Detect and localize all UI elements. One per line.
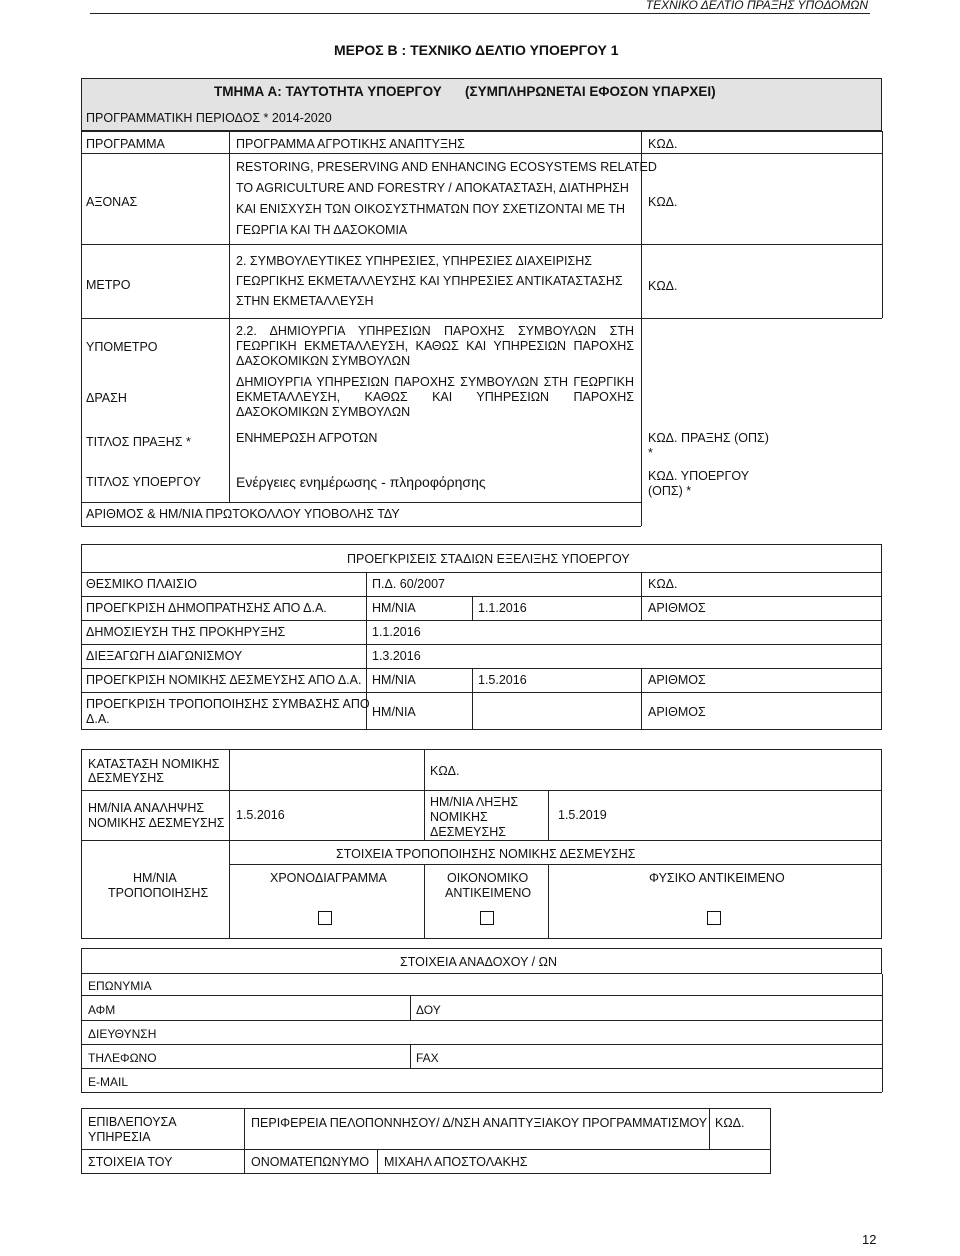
- rule: [410, 1044, 411, 1068]
- schedule-checkbox[interactable]: [318, 911, 332, 925]
- legal-framework-label: ΘΕΣΜΙΚΟ ΠΛΑΙΣΙΟ: [86, 577, 197, 591]
- amendment-approval-label: ΠΡΟΕΓΚΡΙΣΗ ΤΡΟΠΟΠΟΙΗΣΗΣ ΣΥΜΒΑΣΗΣ ΑΠΟ: [86, 697, 370, 711]
- tax-office-label: ΔΟΥ: [416, 1003, 441, 1017]
- commitment-approval-date-label: ΗΜ/ΝΙΑ: [372, 673, 416, 687]
- rule: [81, 526, 641, 527]
- fax-label: FAX: [416, 1051, 439, 1065]
- axis-value-line: ΚΑΙ ΕΝΙΣΧΥΣΗ ΤΩΝ ΟΙΚΟΣΥΣΤΗΜΑΤΩΝ ΠΟΥ ΣΧΕΤΙΖΟΝΤΑΙ ΜΕ ΤΗ: [236, 202, 625, 216]
- email-label: E-MAIL: [88, 1075, 129, 1089]
- rule: [472, 668, 473, 730]
- protocol-label: ΑΡΙΘΜΟΣ & ΗΜ/ΝΙΑ ΠΡΩΤΟΚΟΛΛΟΥ ΥΠΟΒΟΛΗΣ ΤΔΥ: [86, 507, 400, 521]
- contractor-title: ΣΤΟΙΧΕΙΑ ΑΝΑΔΟΧΟΥ / ΩΝ: [400, 955, 557, 969]
- subproject-title-value: Ενέργειες ενημέρωσης - πληροφόρησης: [236, 474, 486, 490]
- operation-code: ΚΩΔ. ΠΡΑΞΗΣ (ΟΠΣ) *: [648, 431, 769, 460]
- start-date-label: ΗΜ/ΝΙΑ ΑΝΑΛΗΨΗΣ: [88, 801, 205, 815]
- axis-value-line: TO AGRICULTURE AND FORESTRY / ΑΠΟΚΑΤΑΣΤΑΣΗ, ΔΙΑΤΗΡΗΣΗ: [236, 181, 629, 195]
- axis-label: ΑΞΟΝΑΣ: [86, 195, 138, 209]
- legal-status-label: ΚΑΤΑΣΤΑΣΗ ΝΟΜΙΚΗΣ: [88, 757, 220, 771]
- rule: [81, 790, 882, 791]
- end-date-value: 1.5.2019: [558, 808, 607, 822]
- rule: [81, 1044, 882, 1045]
- amendment-date-label: ΗΜ/ΝΙΑ: [133, 871, 177, 885]
- running-header: ΤΕΧΝΙΚΟ ΔΕΛΤΙΟ ΠΡΑΞΗΣ ΥΠΟΔΟΜΩΝ: [645, 0, 868, 12]
- rule: [709, 1108, 710, 1149]
- start-date-label: ΝΟΜΙΚΗΣ ΔΕΣΜΕΥΣΗΣ: [88, 816, 225, 830]
- rule: [81, 596, 882, 597]
- rule: [424, 749, 425, 840]
- end-date-label: ΗΜ/ΝΙΑ ΛΗΞΗΣ: [430, 795, 519, 809]
- commitment-approval-number-label: ΑΡΙΘΜΟΣ: [648, 673, 706, 687]
- supervising-value: ΠΕΡΙΦΕΡΕΙΑ ΠΕΛΟΠΟΝΝΗΣΟΥ/ Δ/ΝΣΗ ΑΝΑΠΤΥΞΙΑΚΟΥ ΠΡΟΓΡΑΜΜΑΤΙΣΜΟΥ: [251, 1116, 708, 1130]
- tender-approval-number-label: ΑΡΙΘΜΟΣ: [648, 601, 706, 615]
- amendment-approval-label: Δ.Α.: [86, 712, 110, 726]
- start-date-value: 1.5.2016: [236, 808, 285, 822]
- measure-label: ΜΕΤΡΟ: [86, 278, 131, 292]
- rule: [81, 244, 882, 245]
- rule: [81, 692, 882, 693]
- rule: [548, 864, 549, 939]
- rule: [81, 318, 882, 319]
- supervising-label: ΥΠΗΡΕΣΙΑ: [88, 1130, 151, 1144]
- rule: [424, 864, 425, 939]
- notice-publication-date: 1.1.2016: [372, 625, 421, 639]
- programme-value: ΠΡΟΓΡΑΜΜΑ ΑΓΡΟΤΙΚΗΣ ΑΝΑΠΤΥΞΗΣ: [236, 137, 465, 151]
- axis-value-line: ΓΕΩΡΓΙΑ ΚΑΙ ΤΗ ΔΑΣΟΚΟΜΙΑ: [236, 223, 408, 237]
- physical-checkbox[interactable]: [707, 911, 721, 925]
- rule: [229, 864, 882, 865]
- amendment-approval-date-label: ΗΜ/ΝΙΑ: [372, 705, 416, 719]
- schedule-column-label: ΧΡΟΝΟΔΙΑΓΡΑΜΜΑ: [270, 871, 387, 885]
- legal-status-label: ΔΕΣΜΕΥΣΗΣ: [88, 771, 164, 785]
- rule: [81, 1020, 882, 1021]
- name-label: ΕΠΩΝΥΜΙΑ: [88, 979, 152, 993]
- end-date-label: ΔΕΣΜΕΥΣΗΣ: [430, 825, 506, 839]
- rule: [641, 668, 642, 730]
- header-rule: [90, 13, 870, 14]
- amendment-approval-number-label: ΑΡΙΘΜΟΣ: [648, 705, 706, 719]
- commitment-approval-label: ΠΡΟΕΓΚΡΙΣΗ ΝΟΜΙΚΗΣ ΔΕΣΜΕΥΣΗΣ ΑΠΟ Δ.Α.: [86, 673, 362, 687]
- legal-framework-code: ΚΩΔ.: [648, 577, 678, 591]
- subproject-title-label: ΤΙΤΛΟΣ ΥΠΟΕΡΓΟΥ: [86, 475, 201, 489]
- rule: [81, 572, 882, 573]
- rule: [641, 131, 642, 526]
- supervising-code: ΚΩΔ.: [715, 1116, 745, 1130]
- axis-value-line: RESTORING, PRESERVING AND ENHANCING ECOSYSTEMS RELATED: [236, 160, 657, 174]
- address-label: ΔΙΕΥΘΥΝΣΗ: [88, 1027, 157, 1041]
- rule: [229, 749, 230, 939]
- rule: [377, 1149, 378, 1174]
- tender-approval-date: 1.1.2016: [478, 601, 527, 615]
- financial-column-label: ΑΝΤΙΚΕΙΜΕΝΟ: [445, 886, 532, 900]
- vat-label: ΑΦΜ: [88, 1003, 116, 1017]
- rule: [81, 974, 82, 1092]
- measure-value-line: ΓΕΩΡΓΙΚΗΣ ΕΚΜΕΤΑΛΛΕΥΣΗΣ ΚΑΙ ΥΠΗΡΕΣΙΕΣ ΑΝΤΙΚΑΤΑΣΤΑΣΗΣ: [236, 274, 623, 288]
- tender-conduct-date: 1.3.2016: [372, 649, 421, 663]
- tender-conduct-label: ΔΙΕΞΑΓΩΓΗ ΔΙΑΓΩΝΙΣΜΟΥ: [86, 649, 243, 663]
- axis-code: ΚΩΔ.: [648, 195, 678, 209]
- legal-framework-value: Π.Δ. 60/2007: [372, 577, 445, 591]
- measure-value-line: 2. ΣΥΜΒΟΥΛΕΥΤΙΚΕΣ ΥΠΗΡΕΣΙΕΣ, ΥΠΗΡΕΣΙΕΣ ΔΙΑΧΕΙΡΙΣΗΣ: [236, 254, 592, 268]
- rule: [81, 644, 882, 645]
- amendment-date-label: ΤΡΟΠΟΠΟΙΗΣΗΣ: [108, 886, 209, 900]
- details-label: ΣΤΟΙΧΕΙΑ ΤΟΥ: [88, 1155, 173, 1169]
- rule: [81, 1149, 771, 1150]
- tender-approval-label: ΠΡΟΕΓΚΡΙΣΗ ΔΗΜΟΠΡΑΤΗΣΗΣ ΑΠΟ Δ.Α.: [86, 601, 327, 615]
- rule: [548, 790, 549, 840]
- legal-status-code: ΚΩΔ.: [430, 764, 460, 778]
- measure-code: ΚΩΔ.: [648, 279, 678, 293]
- rule: [81, 1068, 882, 1069]
- rule: [81, 620, 882, 621]
- action-label: ΔΡΑΣΗ: [86, 391, 127, 405]
- rule: [229, 131, 230, 502]
- page-number: 12: [862, 1232, 877, 1247]
- supervising-label: ΕΠΙΒΛΕΠΟΥΣΑ: [88, 1115, 177, 1129]
- rule: [81, 995, 882, 996]
- rule: [882, 974, 883, 1092]
- approvals-title: ΠΡΟΕΓΚΡΙΣΕΙΣ ΣΤΑΔΙΩΝ ΕΞΕΛΙΞΗΣ ΥΠΟΕΡΓΟΥ: [347, 552, 630, 566]
- section-a-title: ΤΜΗΜΑ Α: ΤΑΥΤΟΤΗΤΑ ΥΠΟΕΡΓΟΥ: [214, 84, 442, 99]
- rule: [81, 131, 882, 132]
- measure-value-line: ΣΤΗΝ ΕΚΜΕΤΑΛΛΕΥΣΗ: [236, 294, 374, 308]
- commitment-approval-date: 1.5.2016: [478, 673, 527, 687]
- rule: [81, 153, 882, 154]
- rule: [81, 131, 82, 526]
- rule: [81, 1092, 882, 1093]
- end-date-label: ΝΟΜΙΚΗΣ: [430, 810, 488, 824]
- operation-title-label: ΤΙΤΛΟΣ ΠΡΑΞΗΣ *: [86, 435, 191, 449]
- programme-label: ΠΡΟΓΡΑΜΜΑ: [86, 137, 165, 151]
- rule: [244, 1108, 245, 1174]
- rule: [81, 502, 641, 503]
- rule: [410, 995, 411, 1020]
- rule: [81, 840, 882, 841]
- amendment-title: ΣΤΟΙΧΕΙΑ ΤΡΟΠΟΠΟΙΗΣΗΣ ΝΟΜΙΚΗΣ ΔΕΣΜΕΥΣΗΣ: [336, 847, 636, 861]
- contact-name-label: ΟΝΟΜΑΤΕΠΩΝΥΜΟ: [251, 1155, 370, 1169]
- rule: [81, 668, 882, 669]
- submeasure-label: ΥΠΟΜΕΤΡΟ: [86, 340, 158, 354]
- physical-column-label: ΦΥΣΙΚΟ ΑΝΤΙΚΕΙΜΕΝΟ: [649, 871, 785, 885]
- financial-checkbox[interactable]: [480, 911, 494, 925]
- rule: [472, 596, 473, 620]
- subproject-code: ΚΩΔ. ΥΠΟΕΡΓΟΥ (ΟΠΣ) *: [648, 469, 749, 498]
- section-a-title-note: (ΣΥΜΠΛΗΡΩΝΕΤΑΙ ΕΦΟΣΟΝ ΥΠΑΡΧΕΙ): [465, 84, 716, 99]
- financial-column-label: ΟΙΚΟΝΟΜΙΚΟ: [447, 871, 529, 885]
- notice-publication-label: ΔΗΜΟΣΙΕΥΣΗ ΤΗΣ ΠΡΟΚΗΡΥΞΗΣ: [86, 625, 286, 639]
- rule: [641, 572, 642, 620]
- document-title: ΜΕΡΟΣ Β : ΤΕΧΝΙΚΟ ΔΕΛΤΙΟ ΥΠΟΕΡΓΟΥ 1: [334, 42, 619, 58]
- contact-name-value: ΜΙΧΑΗΛ ΑΠΟΣΤΟΛΑΚΗΣ: [384, 1155, 528, 1169]
- submeasure-value: 2.2. ΔΗΜΙΟΥΡΓΙΑ ΥΠΗΡΕΣΙΩΝ ΠΑΡΟΧΗΣ ΣΥΜΒΟΥΛΩΝ ΣΤΗ ΓΕΩΡΓΙΚΗ ΕΚΜΕΤΑΛΛΕΥΣΗ, ΚΑΘΩΣ ΚΑΙ ΥΠΗΡΕΣΙΩΝ ΠΑΡΟΧΗΣ ΔΑΣΟΚΟΜΙΚΩΝ ΣΥΜΒΟΥΛΩΝ: [236, 324, 634, 368]
- phone-label: ΤΗΛΕΦΩΝΟ: [88, 1051, 157, 1065]
- rule: [882, 131, 883, 318]
- programming-period: ΠΡΟΓΡΑΜΜΑΤΙΚΗ ΠΕΡΙΟΔΟΣ * 2014-2020: [86, 111, 332, 125]
- action-value: ΔΗΜΙΟΥΡΓΙΑ ΥΠΗΡΕΣΙΩΝ ΠΑΡΟΧΗΣ ΣΥΜΒΟΥΛΩΝ ΣΤΗ ΓΕΩΡΓΙΚΗ ΕΚΜΕΤΑΛΛΕΥΣΗ, ΚΑΘΩΣ ΚΑΙ ΥΠΗΡΕΣΙΩΝ ΠΑΡΟΧΗΣ ΔΑΣΟΚΟΜΙΚΩΝ ΣΥΜΒΟΥΛΩΝ: [236, 375, 634, 419]
- operation-title-value: ΕΝΗΜΕΡΩΣΗ ΑΓΡΟΤΩΝ: [236, 431, 378, 445]
- programme-code: ΚΩΔ.: [648, 137, 678, 151]
- tender-approval-date-label: ΗΜ/ΝΙΑ: [372, 601, 416, 615]
